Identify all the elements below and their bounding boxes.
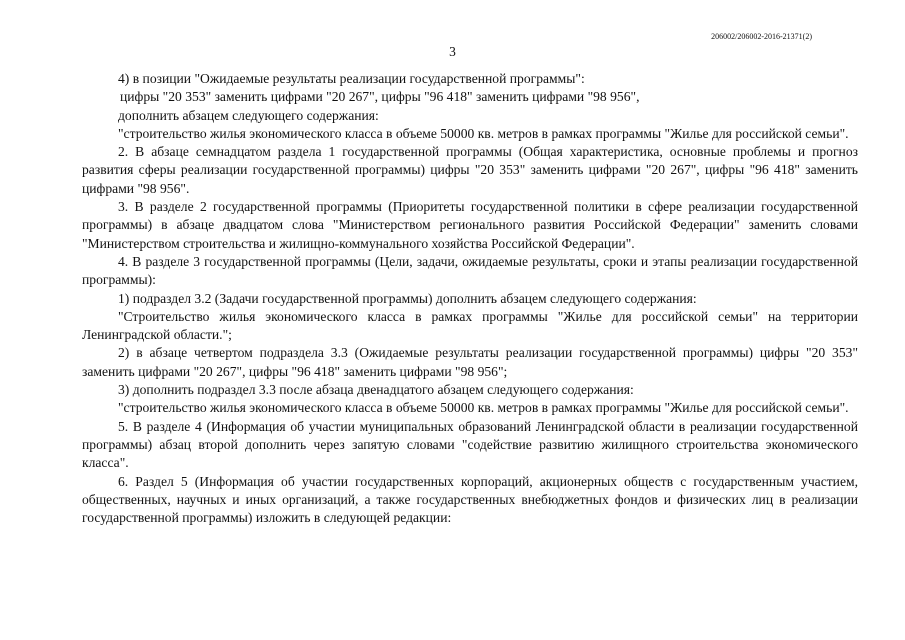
paragraph: "строительство жилья экономического класса в объеме 50000 кв. метров в рамках программы "Жилье для российской семьи". xyxy=(118,400,849,416)
paragraph: 2. В абзаце семнадцатом раздела 1 государственной программы (Общая характеристика, основные проблемы и прогноз развития сферы реализации государственной программы) цифры "20 353" заменить цифрами "20 267", цифры "96 418" заменить цифрами "98 956". xyxy=(82,144,858,196)
paragraph: дополнить абзацем следующего содержания: xyxy=(118,107,379,123)
paragraph: 1) подраздел 3.2 (Задачи государственной программы) дополнить абзацем следующего содержания: xyxy=(118,290,697,306)
paragraph: "Строительство жилья экономического класса в рамках программы "Жилье для российской семьи" на территории Ленинградской области."; xyxy=(82,308,858,343)
paragraph: 3. В разделе 2 государственной программы (Приоритеты государственной политики в сфере реализации государственной программы) в абзаце двадцатом слова "Министерством регионального развития Российской Федерации" заменить словами "Министерством строительства и жилищно-коммунального хозяйства Российской Федерации". xyxy=(82,199,858,251)
document-id: 206002/206002-2016-21371(2) xyxy=(711,32,812,41)
paragraph: цифры "20 353" заменить цифрами "20 267", цифры "96 418" заменить цифрами "98 956", xyxy=(120,89,640,105)
page-number: 3 xyxy=(449,44,456,59)
paragraph: "строительство жилья экономического класса в объеме 50000 кв. метров в рамках программы "Жилье для российской семьи". xyxy=(118,125,849,141)
paragraph: 5. В разделе 4 (Информация об участии муниципальных образований Ленинградской области в реализации государственной программы) абзац второй дополнить через запятую словами "содействие развитию жилищного строительства экономического класса". xyxy=(82,418,858,471)
paragraph: 2) в абзаце четвертом подраздела 3.3 (Ожидаемые результаты реализации государственной программы) цифры "20 353" заменить цифрами "20 267", цифры "96 418" заменить цифрами "98 956"; xyxy=(82,345,858,379)
paragraph: 4) в позиции "Ожидаемые результаты реализации государственной программы": xyxy=(118,71,585,86)
paragraph: 4. В разделе 3 государственной программы (Цели, задачи, ожидаемые результаты, сроки и этапы реализации государственной программы): xyxy=(82,253,858,288)
paragraph: 6. Раздел 5 (Информация об участии государственных корпораций, акционерных обществ с государственным участием, общественных, научных и иных организаций, а также государственных внебюджетных фондов и физических лиц в реализации государственной программы) изложить в следующей редакции: xyxy=(82,473,858,526)
paragraph: 3) дополнить подраздел 3.3 после абзаца двенадцатого абзацем следующего содержания: xyxy=(118,382,634,398)
document-body xyxy=(82,70,858,527)
